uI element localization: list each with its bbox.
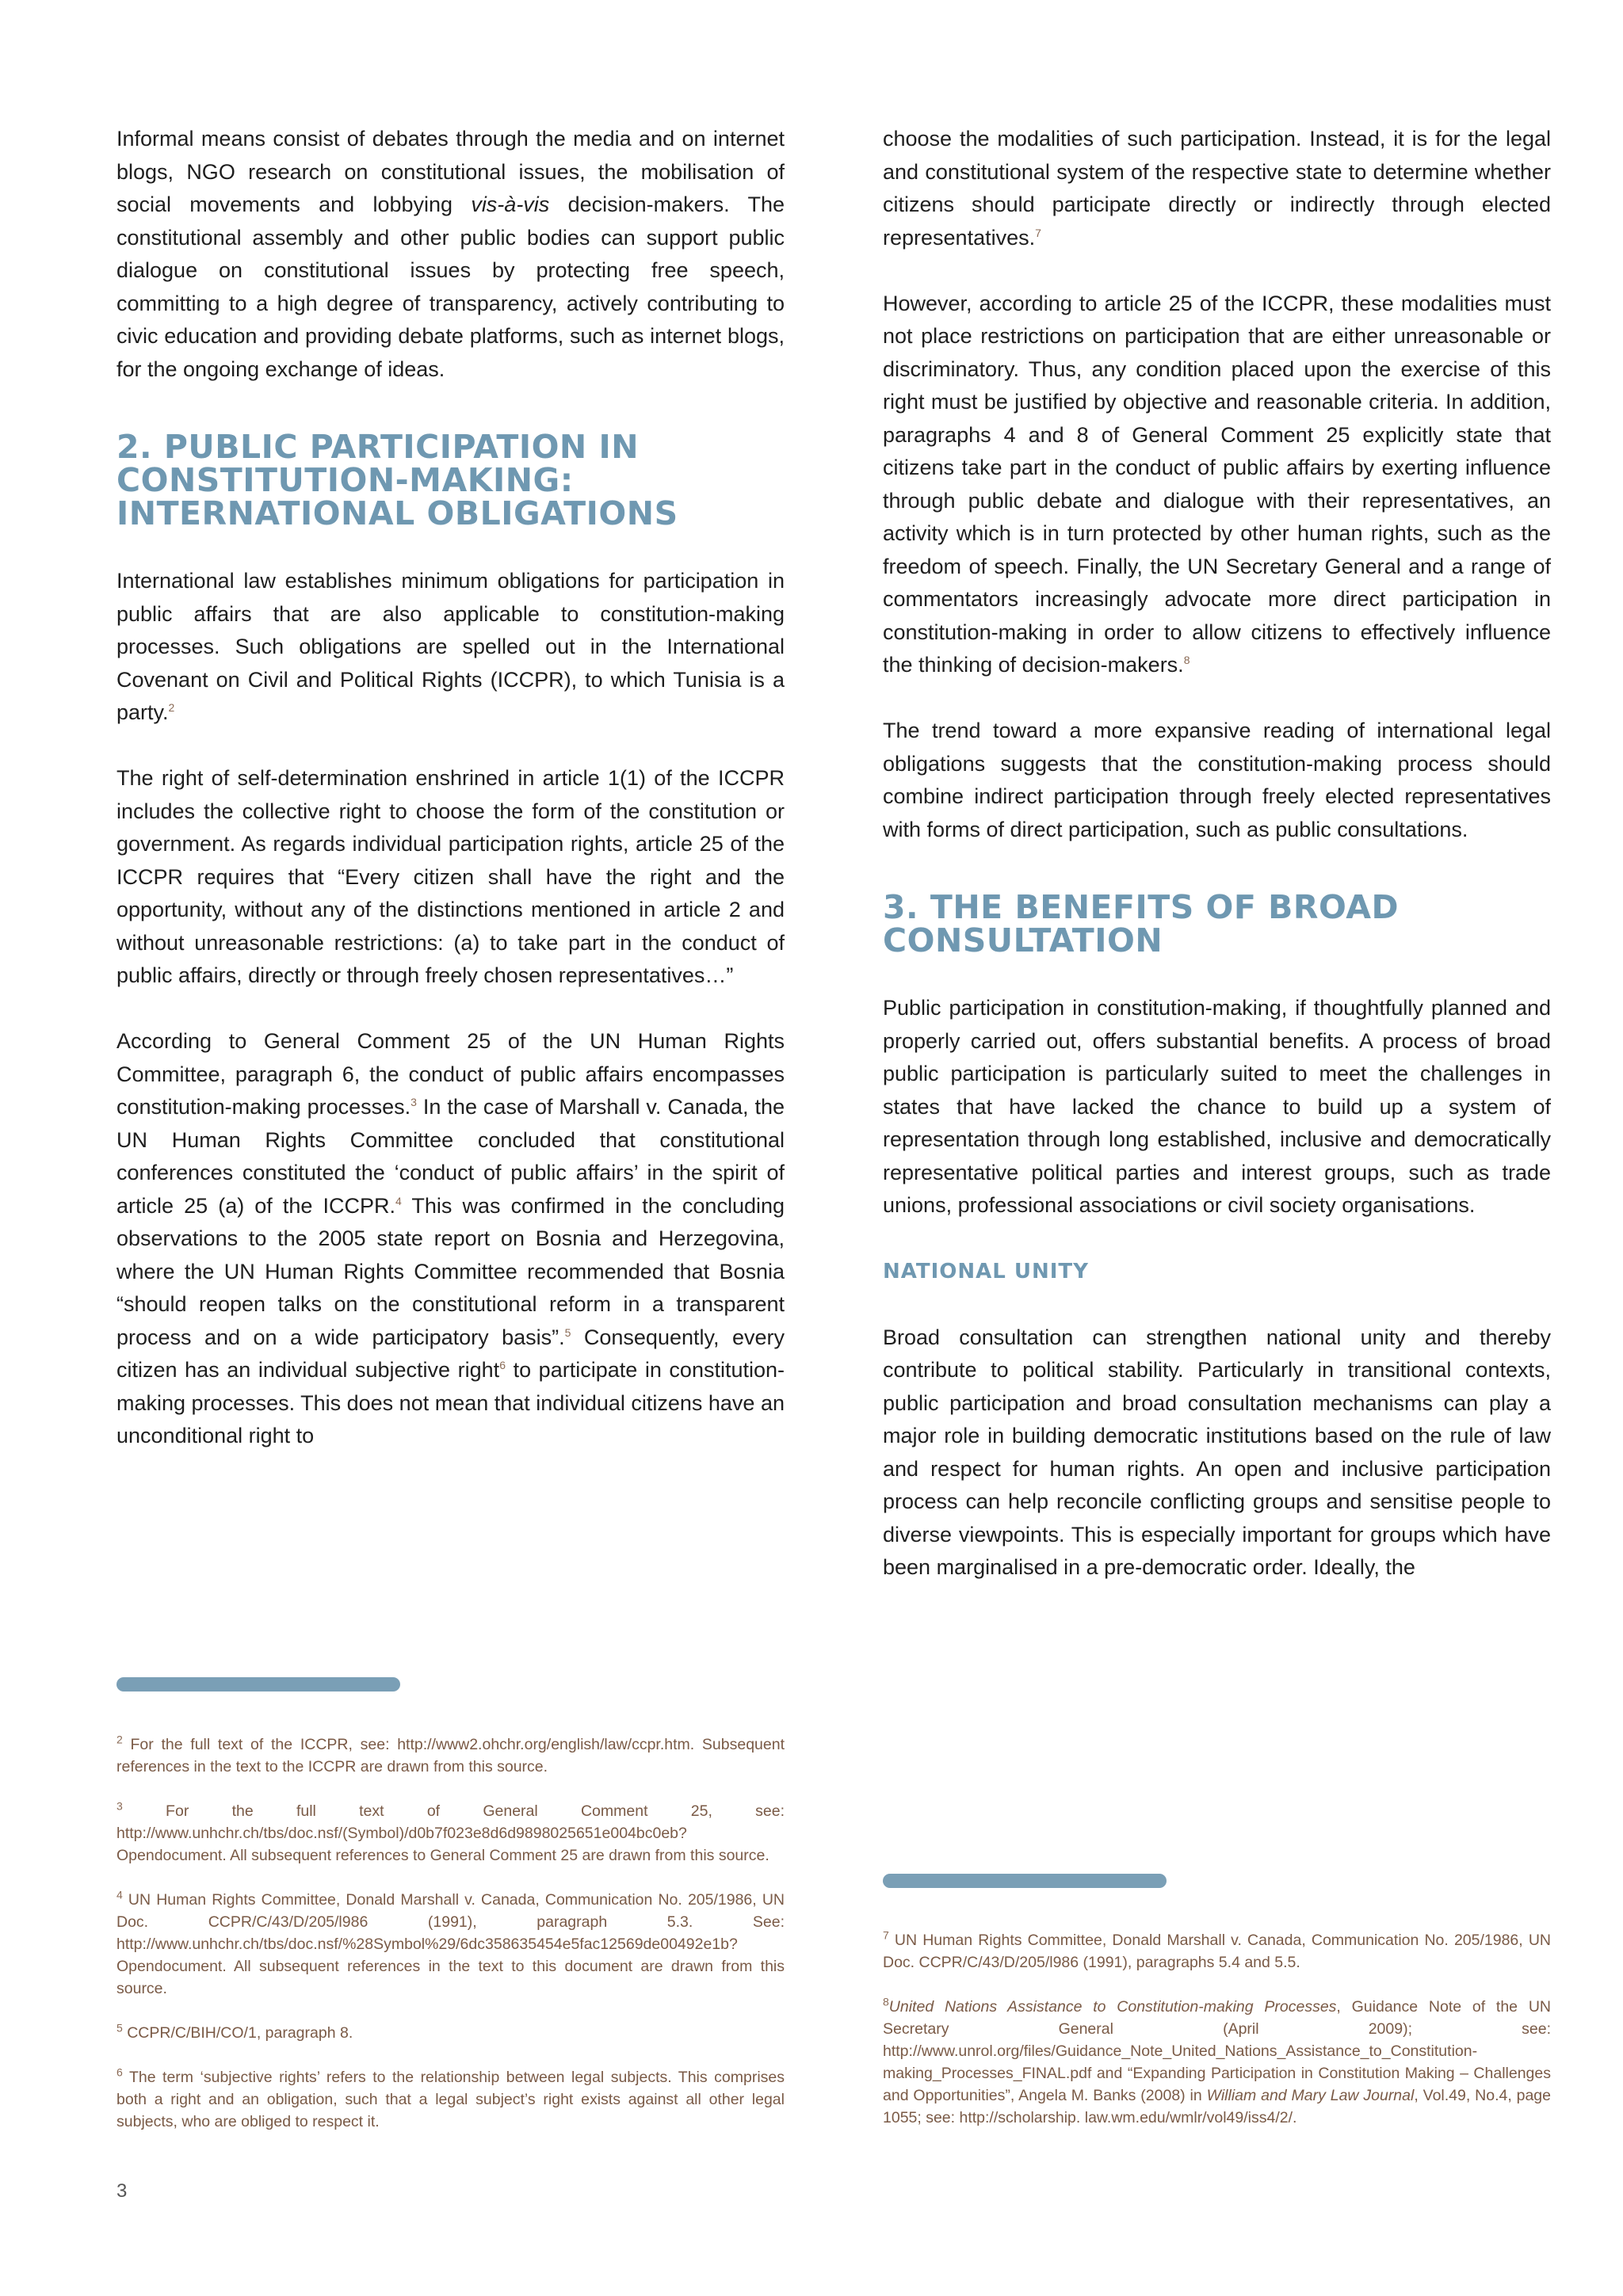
footnote-ref-8[interactable]: 8 [1183,654,1190,666]
footnote-8: $^8$United Nations Assistance to Constitution-making Processes, Guidance Note of the UN Secretary General (April 2009); see: http://www.unrol.org/files/Guidance_Note_United_Nations_Assistance_to_Constitution-making_Processes_FINAL.pdf and “Expanding Participation in Constitution Making – Challenges and Opportunities”, Angela M. Banks (2008) in William and Mary Law Journal, Vol.49, No.4, page 1055; see: http://scholarship. law.wm.edu/wmlr/vol49/iss4/2/. [883,1995,1552,2126]
section-heading-2: 2. PUBLIC PARTICIPATION IN CONSTITUTION-MAKING: INTERNATIONAL OBLIGATIONS [116,428,678,532]
paragraph-modalities: choose the modalities of such participation. Instead, it is for the legal and constitutional system of the respective state to determine whether citizens should participate directly or indirectly through elected representatives.$^7$ [883,127,1551,250]
left-column [116,123,785,1486]
footnote-3: $^3$ For the full text of General Comment 25, see: http://www.unhchr.ch/tbs/doc.nsf/(Symbol)/d0b7f023e8d6d9898025651e004bc0eb?Opendocument. All subsequent references to General Comment 25 are drawn from this source. [116,1799,785,1864]
footnote-6: $^6$ The term ‘subjective rights’ refers to the relationship between legal subjects. This comprises both a right and an obligation, such that a legal subject’s right exists against all other legal subjects, who are obliged to respect it. [116,2065,785,2130]
paragraph-benefits: Public participation in constitution-making, if thoughtfully planned and properly carried out, offers substantial benefits. A process of broad public participation is particularly suited to meet the challenges in states that have lacked the chance to build up a system of representation through long established, inclusive and democratically representative political parties and interest groups, such as trade unions, professional associations or civil society organisations. [883,996,1551,1217]
page-number: 3 [116,2180,128,2202]
footnotes-left [116,1733,785,2155]
footnote-ref-6[interactable]: 6 [499,1359,506,1371]
footnote-7: $^7$ UN Human Rights Committee, Donald Marshall v. Canada, Communication No. 205/1986, UN Doc. CCPR/C/43/D/205/l986 (1991), paragraphs 5.4 and 5.5. [883,1928,1551,1971]
paragraph-trend: The trend toward a more expansive reading of international legal obligations suggests that the constitution-making process should combine indirect participation through freely elected representatives with forms of direct participation, such as public consultations. [883,719,1551,841]
paragraph-national-unity: Broad consultation can strengthen national unity and thereby contribute to political stability. Particularly in transitional contexts, public participation and broad consultation mechanisms can play a major role in building democratic institutions based on the rule of law and respect for human rights. An open and inclusive participation process can help reconcile conflicting groups and sensitise people to diverse viewpoints. This is especially important for groups which have been marginalised in a pre-democratic order. Ideally, the [883,1325,1551,1579]
footnote-ref-3[interactable]: 3 [411,1096,417,1108]
footnote-ref-5[interactable]: 5 [564,1325,571,1339]
footnotes-right [883,1929,1551,2151]
paragraph-informal-means: Informal means consist of debates through the media and on internet blogs, NGO research on constitutional issues, the mobilisation of social movements and lobbying vis-à-vis decision-makers. The constitutional assembly and other public bodies can support public dialogue on constitutional issues by protecting free speech, committing to a high degree of transparency, actively contributing to civic education and providing debate platforms, such as internet blogs, for the ongoing exchange of ideas. [116,127,785,381]
footnote-4: $^4$ UN Human Rights Committee, Donald Marshall v. Canada, Communication No. 205/1986, UN Doc. CCPR/C/43/D/205/l986 (1991), paragraph 5.3. See: http://www.unhchr.ch/tbs/doc.nsf/%28Symbol%29/6dc358635454e5fac12569de00492e1b?Opendocument. All subsequent references in the text to this document are drawn from this source. [116,1888,785,1997]
footnote-ref-2[interactable]: 2 [168,701,175,714]
paragraph-general-comment: According to General Comment 25 of the UN Human Rights Committee, paragraph 6, the conduct of public affairs encompasses constitution-making processes.$^3$ In the case of Marshall v. Canada, the UN Human Rights Committee concluded that constitutional conferences constituted the ‘conduct of public affairs’ in the spirit of article 25 (a) of the ICCPR.$^4$ This was confirmed in the concluding observations to the 2005 state report on Bosnia and Herzegovina, where the UN Human Rights Committee recommended that Bosnia “should reopen talks on the constitutional reform in a transparent process and on a wide participatory basis”.$^5$ Consequently, every citizen has an individual subjective right$^6$ to participate in constitution-making processes. This does not mean that individual citizens have an unconditional right to [116,1029,785,1447]
footnote-5: $^5$ CCPR/C/BIH/CO/1, paragraph 8. [116,2021,353,2042]
section-heading-3: 3. THE BENEFITS OF BROAD CONSULTATION [883,888,1400,959]
footnote-2: $^2$ For the full text of the ICCPR, see: http://www2.ohchr.org/english/law/ccpr.htm. Subsequent references in the text to the ICCPR are drawn from this source. [116,1733,785,1775]
footnote-ref-4[interactable]: 4 [395,1194,402,1207]
paragraph-international-law: International law establishes minimum obligations for participation in public affairs that are also applicable to constitution-making processes. Such obligations are spelled out in the International Covenant on Civil and Political Rights (ICCPR), to which Tunisia is a party.$^2$ [116,569,785,724]
right-column [883,123,1551,1617]
footnote-ref-7[interactable]: 7 [1035,226,1041,239]
footnote-divider-left [116,1677,400,1691]
paragraph-self-determination: The right of self-determination enshrined in article 1(1) of the ICCPR includes the collective right to choose the form of the constitution or government. As regards individual participation rights, article 25 of the ICCPR requires that “Every citizen shall have the right and the opportunity, without any of the distinctions mentioned in article 2 and without unreasonable restrictions: (a) to take part in the conduct of public affairs, directly or through freely chosen representatives…” [116,766,785,987]
paragraph-however: However, according to article 25 of the ICCPR, these modalities must not place restrictions on participation that are either unreasonable or discriminatory. Thus, any condition placed upon the exercise of this right must be justified by objective and reasonable criteria. In addition, paragraphs 4 and 8 of General Comment 25 explicitly state that citizens take part in the conduct of public affairs by exerting influence through public debate and dialogue with their representatives, an activity which is in turn protected by other human rights, such as the freedom of speech. Finally, the UN Secretary General and a range of commentators increasingly advocate more direct participation in constitution-making in order to allow citizens to effectively influence the thinking of decision-makers.$^8$ [883,291,1551,677]
footnote-divider-right [883,1874,1167,1888]
subheading-national-unity: NATIONAL UNITY [883,1259,1089,1283]
